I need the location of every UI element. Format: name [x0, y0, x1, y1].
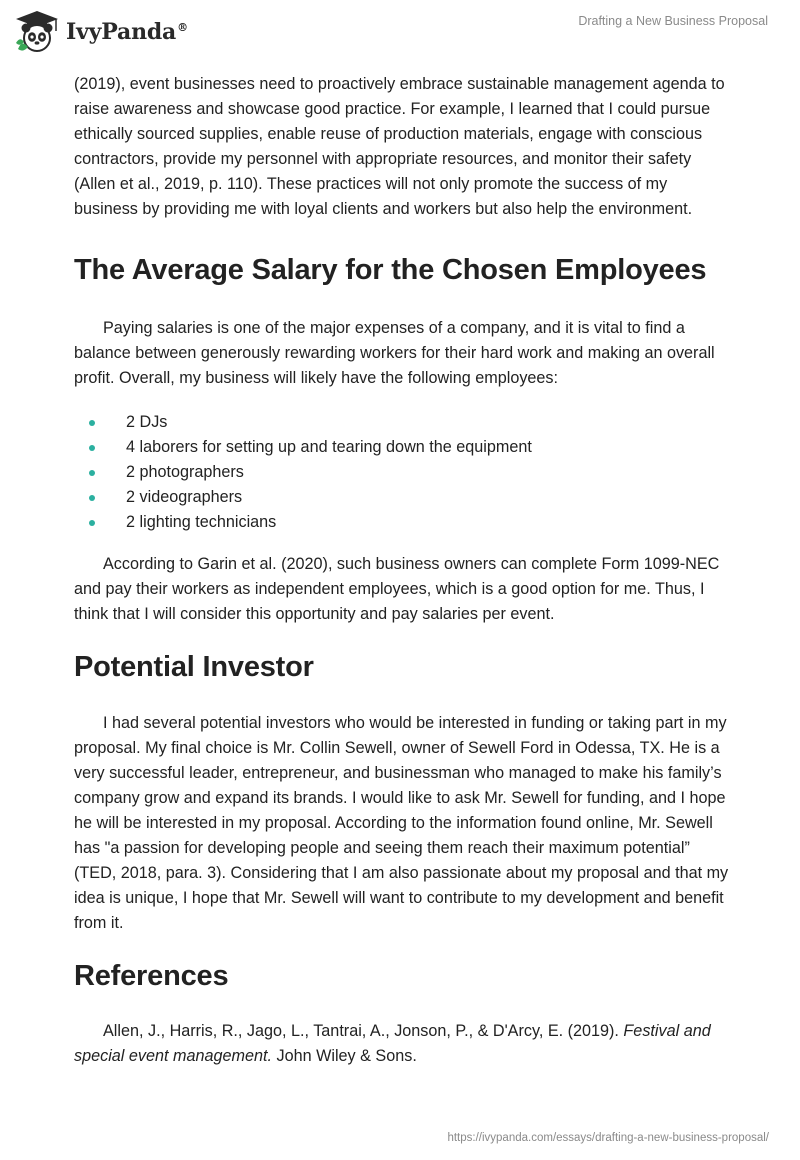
- intro-paragraph: (2019), event businesses need to proactively embrace sustainable management agenda to raise awareness and showcase good practice. For example, I learned that I could pursue ethically sourced supplies, enable reuse of production materials, engage with conscious contractors, provide my personnel with appropriate resources, and monitor their safety (Allen et al., 2019, p. 110). These practices will not only promote the success of my business by providing me with loyal clients and workers but also help the environment.: [74, 75, 725, 218]
- list-item: 2 DJs: [74, 410, 734, 435]
- source-url[interactable]: https://ivypanda.com/essays/drafting-a-new-business-proposal/: [447, 1132, 769, 1144]
- reference-entry: Allen, J., Harris, R., Jago, L., Tantrai, A., Jonson, P., & D'Arcy, E. (2019). Festival and special event management. John Wiley & Sons.: [74, 1022, 711, 1065]
- bullet-icon: [89, 470, 95, 476]
- panda-graduate-icon: [14, 9, 60, 55]
- logo-wordmark: IvyPanda®: [66, 19, 188, 45]
- bullet-icon: [89, 520, 95, 526]
- investor-heading: Potential Investor: [74, 651, 314, 683]
- essay-content: [74, 70, 734, 1069]
- salary-paragraph-2: According to Garin et al. (2020), such business owners can complete Form 1099-NEC and pay their workers as independent employees, which is a good option for me. Thus, I think that I will consider this opportunity and pay salaries per event.: [74, 555, 720, 623]
- investor-paragraph: I had several potential investors who would be interested in funding or taking part in my proposal. My final choice is Mr. Collin Sewell, owner of Sewell Ford in Odessa, TX. He is a very successful leader, entrepreneur, and businessman who managed to make his family’s company grow and expand its brands. I would like to ask Mr. Sewell for funding, and I hope he will be interested in my proposal. According to the information found online, Mr. Sewell has "a passion for developing people and seeing them reach their maximum potential” (TED, 2018, para. 3). Considering that I am also passionate about my proposal and that my idea is unique, I hope that Mr. Sewell will want to contribute to my development and benefit from it.: [74, 714, 729, 932]
- bullet-icon: [89, 445, 95, 451]
- list-item: 2 photographers: [74, 460, 734, 485]
- bullet-icon: [89, 495, 95, 501]
- document-title: Drafting a New Business Proposal: [578, 14, 768, 28]
- employee-list: [74, 410, 734, 535]
- ivypanda-logo[interactable]: [14, 8, 188, 56]
- list-item: 2 lighting technicians: [74, 510, 734, 535]
- references-heading: References: [74, 960, 229, 992]
- list-item: 4 laborers for setting up and tearing down the equipment: [74, 435, 734, 460]
- page-header: [0, 0, 800, 70]
- list-item: 2 videographers: [74, 485, 734, 510]
- bullet-icon: [89, 420, 95, 426]
- salary-paragraph-1: Paying salaries is one of the major expenses of a company, and it is vital to find a balance between generously rewarding workers for their hard work and making an overall profit. Overall, my business will likely have the following employees:: [74, 319, 715, 387]
- salary-heading: The Average Salary for the Chosen Employees: [74, 254, 707, 286]
